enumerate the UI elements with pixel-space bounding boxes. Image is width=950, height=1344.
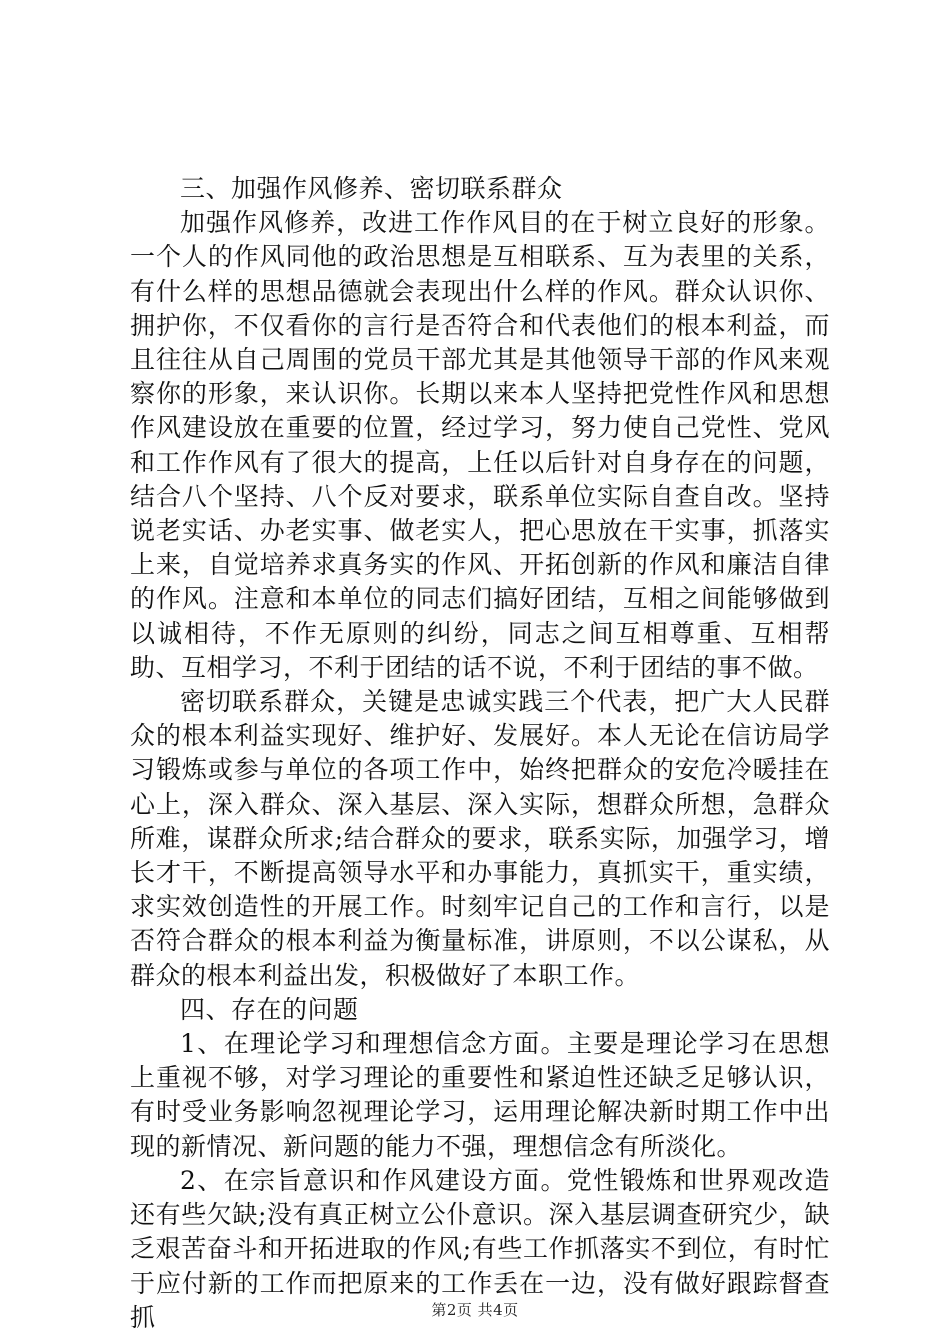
document-body <box>130 172 830 1335</box>
section-heading-4: 四、存在的问题 <box>180 994 359 1024</box>
paragraph-conduct: 加强作风修养，改进工作作风目的在于树立良好的形象。一个人的作风同他的政治思想是互相联系、互为表里的关系，有什么样的思想品德就会表现出什么样的作风。群众认识你、拥护你，不仅看你的言行是否符合和代表他们的根本利益，而且往往从自己周围的党员干部尤其是其他领导干部的作风来观察你的形象，来认识你。长期以来本人坚持把党性作风和思想作风建设放在重要的位置，经过学习，努力使自己党性、党风和工作作风有了很大的提高，上任以后针对自身存在的问题，结合八个坚持、八个反对要求，联系单位实际自查自改。坚持说老实话、办老实事、做老实人，把心思放在干实事，抓落实上来，自觉培养求真务实的作风、开拓创新的作风和廉洁自律的作风。注意和本单位的同志们搞好团结，互相之间能够做到以诚相待，不作无原则的纠纷，同志之间互相尊重、互相帮助、互相学习，不利于团结的话不说，不利于团结的事不做。 <box>130 208 830 682</box>
section-heading-3: 三、加强作风修养、密切联系群众 <box>180 174 563 203</box>
paragraph-masses: 密切联系群众，关键是忠诚实践三个代表，把广大人民群众的根本利益实现好、维护好、发展好。本人无论在信访局学习锻炼或参与单位的各项工作中，始终把群众的安危冷暖挂在心上，深入群众、深入基层、深入实际，想群众所想，急群众所难，谋群众所求;结合群众的要求，联系实际，加强学习，增长才干，不断提高领导水平和办事能力，真抓实干，重实绩，求实效创造性的开展工作。时刻牢记自己的工作和言行，以是否符合群众的根本利益为衡量标准，讲原则，不以公谋私，从群众的根本利益出发，积极做好了本职工作。 <box>130 687 830 990</box>
paragraph-problem-2: 2、在宗旨意识和作风建设方面。党性锻炼和世界观改造还有些欠缺;没有真正树立公仆意识。深入基层调查研究少，缺乏艰苦奋斗和开拓进取的作风;有些工作抓落实不到位，有时忙于应付新的工作而把原来的工作丢在一边，没有做好跟踪督查抓 <box>130 1165 830 1332</box>
paragraph-problem-1: 1、在理论学习和理想信念方面。主要是理论学习在思想上重视不够，对学习理论的重要性和紧迫性还缺乏足够认识，有时受业务影响忽视理论学习，运用理论解决新时期工作中出现的新情况、新问题的能力不强，理想信念有所淡化。 <box>130 1029 830 1161</box>
page-footer: 第2页 共4页 <box>431 1301 519 1319</box>
